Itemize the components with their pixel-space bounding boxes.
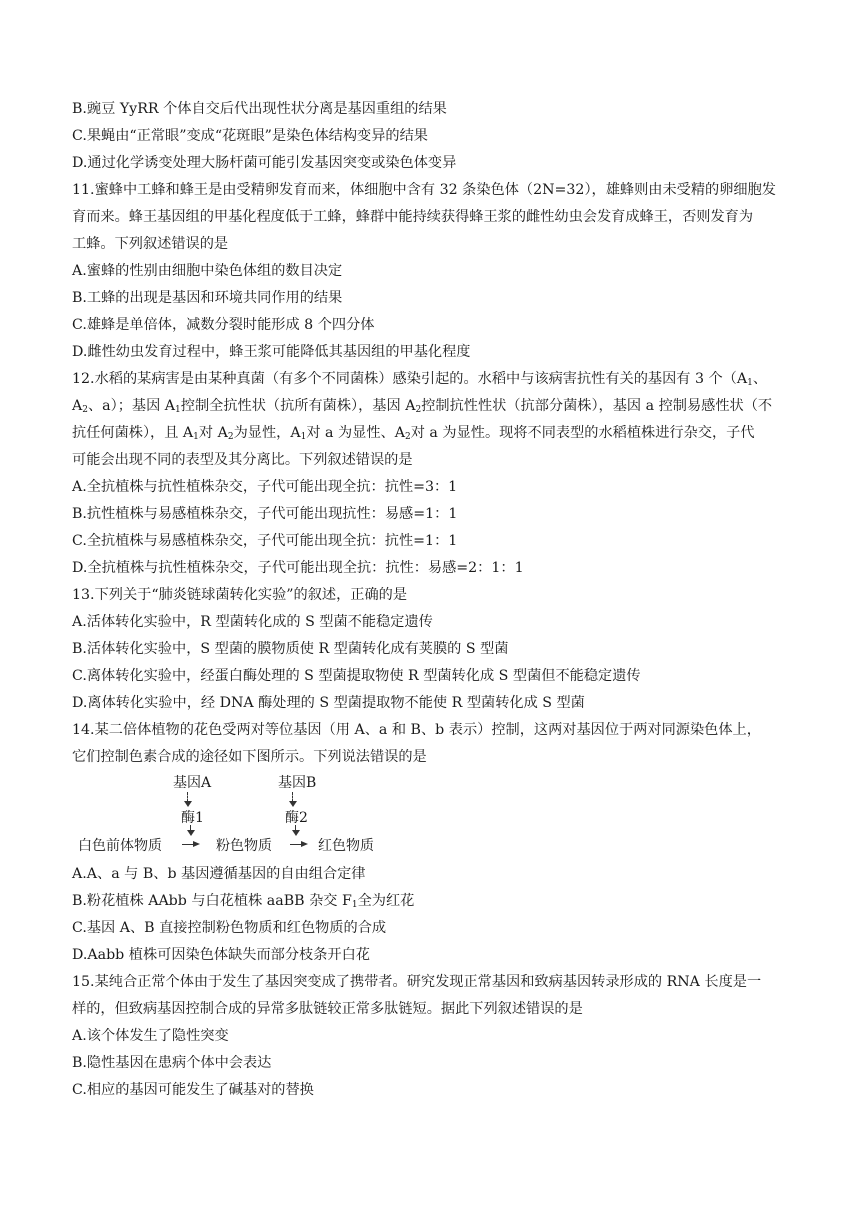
pink-substance-label: 粉色物质 (216, 838, 272, 854)
q13-stem: 13.下列关于“肺炎链球菌转化实验”的叙述，正确的是 (72, 587, 408, 603)
q15-stem-line1: 15.某纯合正常个体由于发生了基因突变成了携带者。研究发现正常基因和致病基因转录形成的 RNA 长度是一 (72, 974, 762, 990)
q12-option-d: D.全抗植株与抗性植株杂交，子代可能出现全抗：抗性：易感=2：1：1 (72, 560, 524, 576)
pigment-pathway-diagram (78, 772, 418, 862)
q15-stem-line2: 样的，但致病基因控制合成的异常多肽链较正常多肽链短。据此下列叙述错误的是 (72, 1001, 583, 1017)
q14-option-a: A.A、a 与 B、b 基因遵循基因的自由组合定律 (72, 866, 366, 882)
white-precursor-label: 白色前体物质 (78, 838, 162, 854)
q15-option-a: A.该个体发生了隐性突变 (72, 1028, 229, 1044)
q11-stem-line1: 11.蜜蜂中工蜂和蜂王是由受精卵发育而来，体细胞中含有 32 条染色体（2N=32），雄蜂则由未受精的卵细胞发 (72, 182, 776, 198)
q11-option-d: D.雌性幼虫发育过程中，蜂王浆可能降低其基因组的甲基化程度 (72, 344, 471, 360)
gene-a-to-enzyme1-arrow (183, 792, 193, 808)
q12-stem-line4: 可能会出现不同的表型及其分离比。下列叙述错误的是 (72, 452, 413, 468)
q13-option-c: C.离体转化实验中，经蛋白酶处理的 S 型菌提取物使 R 型菌转化成 S 型菌但不能稳定遗传 (72, 668, 641, 684)
enzyme1-arrow (186, 825, 196, 837)
enzyme1-label: 酶1 (181, 810, 204, 826)
q12-stem-line3: 抗任何菌株），且 $A_1$对 $A_2$为显性，$A_1$对 a 为显性、$A_2$对 a 为显性。现将不同表型的水稻植株进行杂交，子代 (72, 425, 755, 442)
q15-option-c: C.相应的基因可能发生了碱基对的替换 (72, 1082, 314, 1098)
q14-option-b: B.粉花植株 AAbb 与白花植株 aaBB 杂交 $F_1$全为红花 (72, 893, 415, 910)
q10-option-b: B.豌豆 YyRR 个体自交后代出现性状分离是基因重组的结果 (72, 101, 447, 117)
enzyme2-label: 酶2 (285, 810, 308, 826)
q14-stem-line1: 14.某二倍体植物的花色受两对等位基因（用 A、a 和 B、b 表示）控制，这两对基因位于两对同源染色体上， (72, 722, 761, 738)
q15-option-b: B.隐性基因在患病个体中会表达 (72, 1055, 272, 1071)
q12-option-a: A.全抗植株与抗性植株杂交，子代可能出现全抗：抗性=3：1 (72, 479, 458, 495)
gene-b-label: 基因B (278, 775, 317, 791)
q12-stem-line1: 12.水稻的某病害是由某种真菌（有多个不同菌株）感染引起的。水稻中与该病害抗性有关的基因有 3 个（$A_1$、 (72, 371, 768, 388)
q13-option-a: A.活体转化实验中，R 型菌转化成的 S 型菌不能稳定遗传 (72, 614, 433, 630)
q12-option-b: B.抗性植株与易感植株杂交，子代可能出现抗性：易感=1：1 (72, 506, 458, 522)
pink-to-red-arrow (290, 840, 308, 848)
q14-option-c: C.基因 A、B 直接控制粉色物质和红色物质的合成 (72, 920, 387, 936)
q10-option-d: D.通过化学诱变处理大肠杆菌可能引发基因突变或染色体变异 (72, 155, 457, 171)
q10-option-c: C.果蝇由“正常眼”变成“花斑眼”是染色体结构变异的结果 (72, 128, 428, 144)
precursor-to-pink-arrow (182, 840, 200, 848)
q11-stem-line3: 工蜂。下列叙述错误的是 (72, 236, 229, 252)
q12-stem-line2: $A_2$、a）；基因 $A_1$控制全抗性状（抗所有菌株），基因 $A_2$控制抗性性状（抗部分菌株），基因 a 控制易感性状（不 (72, 398, 773, 415)
red-substance-label: 红色物质 (318, 838, 374, 854)
q13-option-d: D.离体转化实验中，经 DNA 酶处理的 S 型菌提取物不能使 R 型菌转化成 S 型菌 (72, 695, 585, 711)
q11-option-c: C.雄蜂是单倍体，减数分裂时能形成 8 个四分体 (72, 317, 375, 333)
gene-b-to-enzyme2-arrow (288, 792, 298, 808)
enzyme2-arrow (291, 825, 301, 837)
q12-option-c: C.全抗植株与易感植株杂交，子代可能出现全抗：抗性=1：1 (72, 533, 458, 549)
q14-stem-line2: 它们控制色素合成的途径如下图所示。下列说法错误的是 (72, 749, 427, 765)
q11-option-b: B.工蜂的出现是基因和环境共同作用的结果 (72, 290, 343, 306)
q13-option-b: B.活体转化实验中，S 型菌的膜物质使 R 型菌转化成有荚膜的 S 型菌 (72, 641, 509, 657)
q11-stem-line2: 育而来。蜂王基因组的甲基化程度低于工蜂，蜂群中能持续获得蜂王浆的雌性幼虫会发育成蜂王，否则发育为 (72, 209, 754, 225)
q11-option-a: A.蜜蜂的性别由细胞中染色体组的数目决定 (72, 263, 343, 279)
q14-option-d: D.Aabb 植株可因染色体缺失而部分枝条开白花 (72, 947, 370, 963)
gene-a-label: 基因A (173, 775, 212, 791)
